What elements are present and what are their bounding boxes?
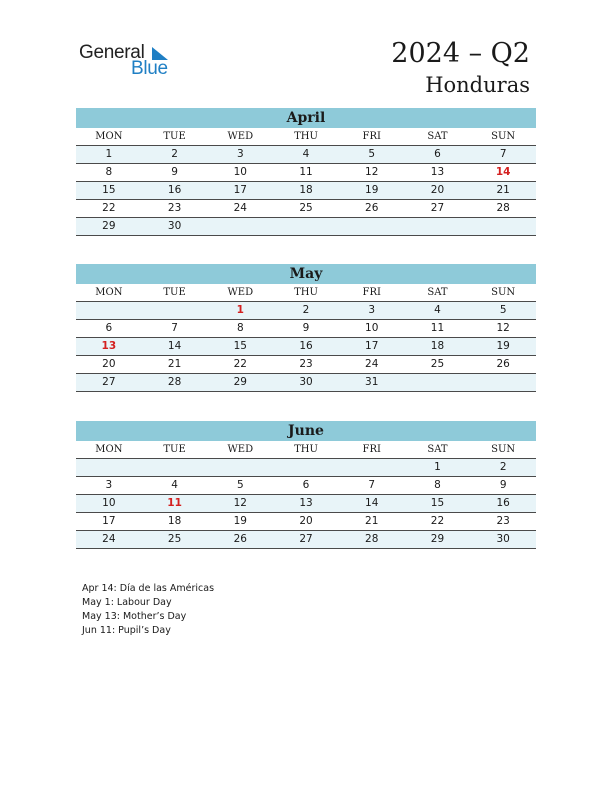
day-cell: 10	[365, 322, 379, 334]
day-cell: 27	[102, 376, 116, 388]
day-cell: 5	[236, 479, 244, 491]
holiday-note: Apr 14: Día de las Américas	[82, 583, 215, 594]
logo-general-text: General	[79, 42, 145, 63]
day-cell	[405, 218, 471, 235]
day-cell: 29	[102, 220, 116, 232]
weekday-label: TUE	[163, 287, 186, 298]
day-cell: 20	[299, 515, 313, 527]
day-cell: 16	[299, 340, 313, 352]
day-cell	[207, 459, 273, 476]
holiday-note: Jun 11: Pupil’s Day	[82, 625, 171, 636]
day-cell: 28	[365, 533, 379, 545]
holiday-note: May 13: Mother’s Day	[82, 611, 187, 622]
day-cell	[273, 459, 339, 476]
weekday-label: TUE	[163, 131, 186, 142]
day-cell: 2	[302, 304, 310, 316]
day-cell: 17	[102, 515, 116, 527]
day-cell: 1	[434, 461, 441, 473]
weekday-label: SAT	[427, 131, 448, 142]
day-cell: 3	[105, 479, 113, 491]
weekday-label: FRI	[362, 444, 381, 455]
day-cell: 23	[496, 515, 510, 527]
day-cell: 28	[496, 202, 510, 214]
day-cell: 2	[171, 148, 178, 160]
day-cell: 3	[368, 304, 376, 316]
weekday-label: SUN	[491, 287, 516, 298]
day-cell: 6	[105, 322, 113, 334]
day-cell: 23	[299, 358, 313, 370]
day-cell: 3	[236, 148, 244, 160]
month-calendar-june	[76, 421, 536, 549]
week-row	[76, 320, 536, 338]
day-cell	[470, 374, 536, 391]
day-cell: 19	[496, 340, 510, 352]
day-cell: 26	[496, 358, 510, 370]
holiday-notes	[82, 582, 214, 638]
week-row	[76, 338, 536, 356]
weekday-header-row	[76, 128, 536, 146]
day-cell: 24	[102, 533, 116, 545]
week-row	[76, 182, 536, 200]
weekday-label: THU	[294, 287, 318, 298]
day-cell: 6	[434, 148, 441, 160]
day-cell: 9	[302, 322, 310, 334]
week-row	[76, 374, 536, 392]
day-cell: 23	[167, 202, 182, 214]
day-cell: 13	[299, 497, 313, 509]
weekday-label: MON	[95, 287, 123, 298]
weekday-label: WED	[227, 131, 254, 142]
week-row	[76, 531, 536, 549]
day-cell	[76, 302, 142, 319]
week-row	[76, 495, 536, 513]
day-cell	[207, 218, 273, 235]
day-cell: 17	[365, 340, 379, 352]
day-cell: 19	[365, 184, 379, 196]
day-cell: 16	[496, 497, 510, 509]
day-cell	[339, 218, 405, 235]
day-cell: 4	[171, 479, 178, 491]
weekday-label: TUE	[163, 444, 186, 455]
day-cell: 15	[102, 184, 116, 196]
weekday-label: FRI	[362, 131, 381, 142]
day-cell: 11	[430, 322, 445, 334]
month-title: May	[76, 264, 536, 284]
holiday-day-cell: 14	[495, 166, 511, 178]
day-cell	[273, 218, 339, 235]
day-cell: 9	[171, 166, 178, 178]
day-cell: 6	[302, 479, 310, 491]
day-cell: 29	[233, 376, 247, 388]
week-row	[76, 477, 536, 495]
week-row	[76, 164, 536, 182]
holiday-day-cell: 13	[101, 340, 117, 352]
day-cell: 4	[302, 148, 310, 160]
weekday-label: SAT	[427, 444, 448, 455]
day-cell: 25	[299, 202, 313, 214]
week-row	[76, 302, 536, 320]
day-cell: 29	[430, 533, 445, 545]
weekday-label: SUN	[491, 444, 516, 455]
day-cell: 16	[167, 184, 182, 196]
month-calendar-april	[76, 108, 536, 236]
country-name: Honduras	[425, 73, 530, 97]
day-cell: 27	[299, 533, 313, 545]
day-cell: 30	[299, 376, 313, 388]
page-title: 2024 – Q2	[391, 38, 530, 69]
weekday-header-row	[76, 284, 536, 302]
day-cell: 10	[233, 166, 247, 178]
day-cell: 25	[167, 533, 182, 545]
day-cell: 28	[167, 376, 182, 388]
week-row	[76, 513, 536, 531]
weekday-label: SUN	[491, 131, 516, 142]
day-cell: 31	[365, 376, 379, 388]
month-title: June	[76, 421, 536, 441]
day-cell: 25	[430, 358, 445, 370]
weekday-label: SAT	[427, 287, 448, 298]
weekday-label: THU	[294, 444, 318, 455]
day-cell: 22	[233, 358, 247, 370]
day-cell: 7	[171, 322, 178, 334]
day-cell: 18	[430, 340, 445, 352]
weekday-label: MON	[95, 444, 123, 455]
day-cell: 20	[430, 184, 445, 196]
day-cell: 18	[167, 515, 182, 527]
day-cell: 4	[434, 304, 441, 316]
day-cell: 22	[430, 515, 445, 527]
day-cell: 12	[496, 322, 510, 334]
holiday-day-cell: 1	[236, 304, 244, 316]
day-cell: 8	[105, 166, 113, 178]
day-cell: 22	[102, 202, 116, 214]
day-cell: 30	[496, 533, 510, 545]
generalblue-logo	[79, 42, 179, 82]
holiday-day-cell: 11	[167, 497, 182, 509]
day-cell: 8	[434, 479, 441, 491]
day-cell	[470, 218, 536, 235]
day-cell: 13	[430, 166, 445, 178]
holiday-note: May 1: Labour Day	[82, 597, 172, 608]
day-cell: 12	[233, 497, 247, 509]
day-cell: 24	[365, 358, 379, 370]
day-cell: 1	[105, 148, 113, 160]
day-cell: 14	[365, 497, 379, 509]
weekday-label: WED	[227, 287, 254, 298]
week-row	[76, 200, 536, 218]
weekday-label: WED	[227, 444, 254, 455]
day-cell	[142, 302, 208, 319]
day-cell: 30	[167, 220, 182, 232]
day-cell: 5	[368, 148, 376, 160]
day-cell: 5	[499, 304, 507, 316]
day-cell: 12	[365, 166, 379, 178]
day-cell: 26	[233, 533, 247, 545]
weekday-header-row	[76, 441, 536, 459]
weekday-label: FRI	[362, 287, 381, 298]
week-row	[76, 146, 536, 164]
day-cell: 21	[365, 515, 379, 527]
day-cell: 9	[499, 479, 507, 491]
day-cell: 14	[167, 340, 182, 352]
day-cell: 20	[102, 358, 116, 370]
day-cell: 7	[499, 148, 507, 160]
day-cell: 18	[299, 184, 313, 196]
month-title: April	[76, 108, 536, 128]
day-cell	[142, 459, 208, 476]
day-cell: 19	[233, 515, 247, 527]
weekday-label: THU	[294, 131, 318, 142]
day-cell: 15	[233, 340, 247, 352]
week-row	[76, 356, 536, 374]
day-cell: 7	[368, 479, 376, 491]
day-cell	[339, 459, 405, 476]
day-cell: 24	[233, 202, 247, 214]
day-cell	[405, 374, 471, 391]
day-cell: 21	[167, 358, 182, 370]
day-cell: 11	[299, 166, 313, 178]
day-cell: 21	[496, 184, 510, 196]
logo-blue-text: Blue	[131, 58, 168, 79]
day-cell: 8	[236, 322, 244, 334]
weekday-label: MON	[95, 131, 123, 142]
day-cell: 26	[365, 202, 379, 214]
week-row	[76, 218, 536, 236]
month-calendar-may	[76, 264, 536, 392]
day-cell: 17	[233, 184, 247, 196]
day-cell: 27	[430, 202, 445, 214]
day-cell: 2	[499, 461, 507, 473]
day-cell	[76, 459, 142, 476]
day-cell: 10	[102, 497, 116, 509]
day-cell: 15	[430, 497, 445, 509]
week-row	[76, 459, 536, 477]
